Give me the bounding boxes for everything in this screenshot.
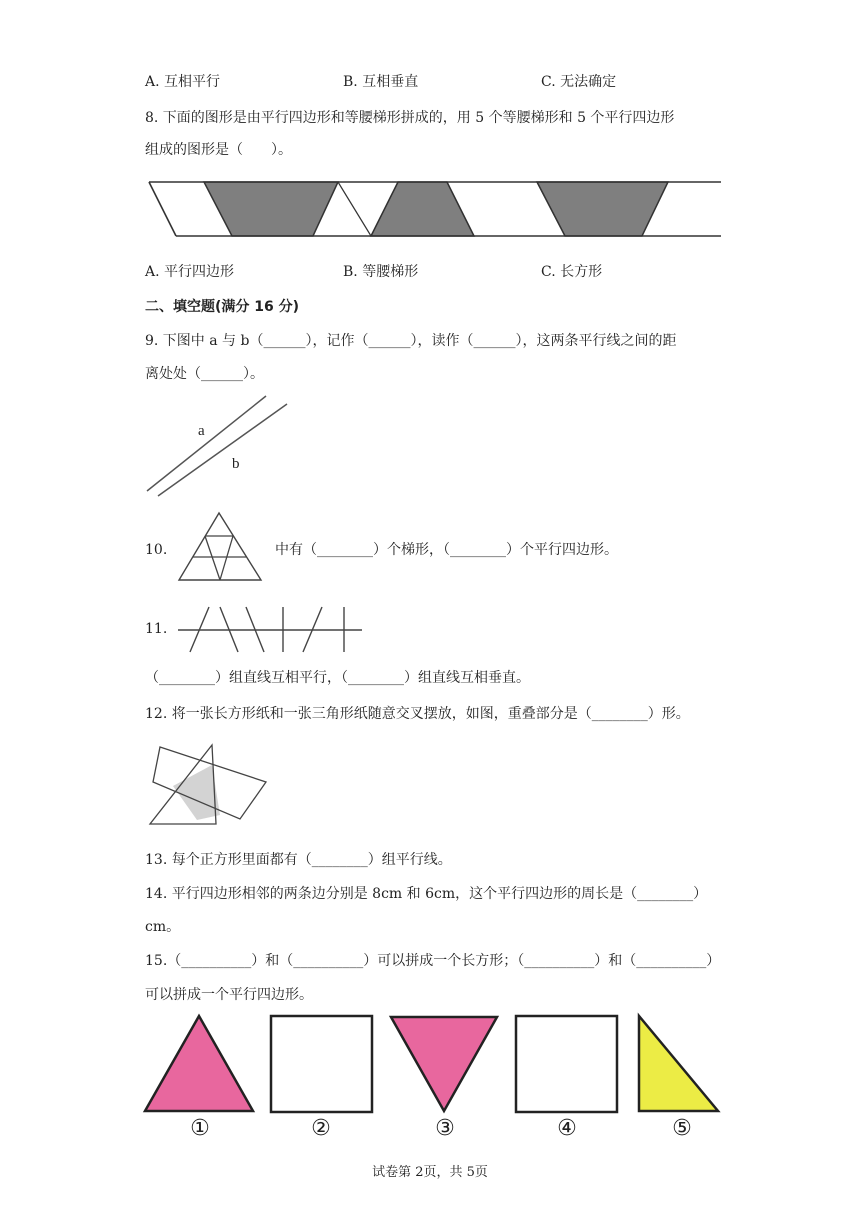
q14-question-line2: cm。 bbox=[145, 919, 181, 935]
shape-label-2: ② bbox=[311, 1116, 331, 1141]
yellow-right-triangle bbox=[639, 1016, 718, 1111]
shape-label-3: ③ bbox=[435, 1116, 455, 1141]
square-4 bbox=[516, 1016, 617, 1112]
q15-shapes-figure bbox=[140, 1010, 725, 1118]
trapezoid-1 bbox=[204, 182, 338, 236]
line-a bbox=[147, 396, 266, 491]
shape-label-4: ④ bbox=[557, 1116, 577, 1141]
q15-question-line2: 可以拼成一个平行四边形。 bbox=[145, 987, 313, 1003]
shape-label-5: ⑤ bbox=[672, 1116, 692, 1141]
line-b bbox=[158, 404, 287, 496]
q7-option-b: B. 互相垂直 bbox=[343, 74, 419, 90]
q10-triangle-figure bbox=[174, 510, 266, 584]
q14-question-line1: 14. 平行四边形相邻的两条边分别是 8cm 和 6cm，这个平行四边形的周长是（________） bbox=[145, 886, 708, 902]
q8-option-a: A. 平行四边形 bbox=[145, 264, 235, 280]
q9-parallel-lines-figure bbox=[142, 392, 292, 498]
q15-question-line1: 15.（__________）和（__________）可以拼成一个长方形；（__________）和（__________） bbox=[145, 953, 721, 969]
pink-triangle-up bbox=[145, 1016, 253, 1111]
q11-question: （________）组直线互相平行，（________）组直线互相垂直。 bbox=[145, 670, 530, 686]
q8-option-b: B. 等腰梯形 bbox=[343, 264, 419, 280]
q9-question-line2: 离处处（______）。 bbox=[145, 366, 264, 382]
q8-option-c: C. 长方形 bbox=[541, 264, 603, 280]
q10-number: 10. bbox=[145, 542, 168, 558]
q7-option-a: A. 互相平行 bbox=[145, 74, 221, 90]
q12-overlap-figure bbox=[145, 742, 270, 828]
q12-question: 12. 将一张长方形纸和一张三角形纸随意交叉摆放，如图，重叠部分是（________）形。 bbox=[145, 706, 690, 722]
section-title: 二、填空题(满分 16 分) bbox=[145, 299, 300, 315]
shape-label-1: ① bbox=[190, 1116, 210, 1141]
trapezoid-3 bbox=[537, 182, 668, 236]
square-2 bbox=[271, 1016, 372, 1112]
q8-question-line1: 8. 下面的图形是由平行四边形和等腰梯形拼成的，用 5 个等腰梯形和 5 个平行四边形 bbox=[145, 110, 675, 126]
pink-triangle-down bbox=[391, 1017, 497, 1111]
q7-option-c: C. 无法确定 bbox=[541, 74, 617, 90]
q10-question: 中有（________）个梯形，（________）个平行四边形。 bbox=[275, 542, 618, 558]
label-a: a bbox=[198, 423, 205, 439]
label-b: b bbox=[232, 456, 240, 472]
page-footer: 试卷第 2页，共 5页 bbox=[372, 1165, 488, 1180]
q8-question-line2: 组成的图形是（ ）。 bbox=[145, 142, 292, 158]
q13-question: 13. 每个正方形里面都有（________）组平行线。 bbox=[145, 852, 452, 868]
q9-question-line1: 9. 下图中 a 与 b（______），记作（______），读作（______），这两条平行线之间的距 bbox=[145, 333, 677, 349]
q8-strip-figure bbox=[140, 175, 725, 243]
q11-number: 11. bbox=[145, 621, 168, 637]
trapezoid-2 bbox=[371, 182, 474, 236]
q11-lines-figure bbox=[176, 604, 364, 656]
